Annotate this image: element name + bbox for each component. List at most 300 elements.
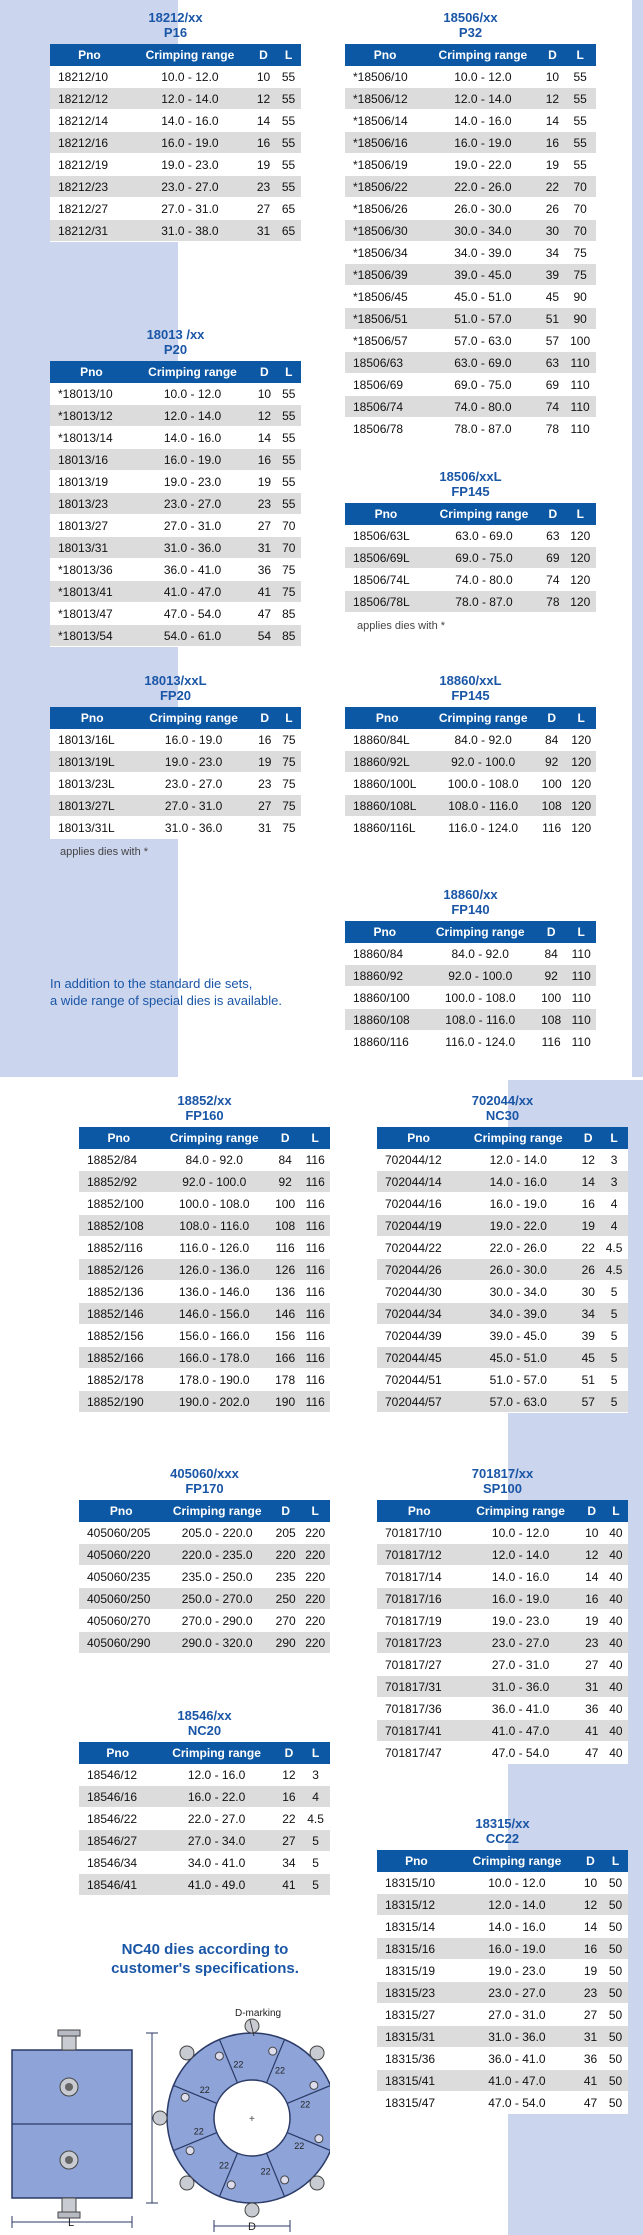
- cell-range: 51.0 - 57.0: [460, 1369, 576, 1391]
- cell-d: 22: [541, 176, 565, 198]
- cell-d: 100: [270, 1193, 301, 1215]
- table-caption: 405060/xxx FP170: [170, 1466, 239, 1496]
- cell-pno: 18013/16: [50, 449, 133, 471]
- cell-d: 84: [536, 943, 567, 965]
- cell-range: 27.0 - 31.0: [135, 795, 253, 817]
- cell-d: 45: [541, 286, 565, 308]
- column-header: L: [603, 1850, 628, 1872]
- cell-l: 50: [603, 1894, 628, 1916]
- column-header: L: [600, 1127, 628, 1149]
- cell-range: 92.0 - 100.0: [159, 1171, 270, 1193]
- applies-note: applies dies with *: [357, 620, 446, 632]
- die-diagram: [0, 2000, 330, 2235]
- cell-l: 116: [300, 1215, 330, 1237]
- cell-l: 75: [564, 242, 596, 264]
- table-row: [50, 559, 301, 581]
- cell-d: 16: [252, 449, 276, 471]
- table-row: [377, 1259, 628, 1281]
- cell-range: 16.0 - 19.0: [133, 449, 252, 471]
- table-row: [345, 132, 596, 154]
- cell-range: 14.0 - 16.0: [456, 1916, 578, 1938]
- cell-d: 19: [576, 1215, 600, 1237]
- cell-range: 19.0 - 23.0: [135, 751, 253, 773]
- cell-l: 4: [600, 1193, 628, 1215]
- cell-d: 12: [580, 1544, 604, 1566]
- cell-pno: 18212/27: [50, 198, 129, 220]
- cell-d: 23: [252, 493, 276, 515]
- column-header: Crimping range: [135, 707, 253, 729]
- cell-l: 40: [604, 1610, 628, 1632]
- cell-d: 19: [578, 1960, 603, 1982]
- cell-l: 55: [564, 88, 596, 110]
- cell-range: 12.0 - 14.0: [129, 88, 251, 110]
- cell-l: 116: [300, 1347, 330, 1369]
- table-block-18506: [345, 10, 596, 440]
- cell-d: 78: [541, 418, 565, 440]
- table-row: [50, 603, 301, 625]
- table-caption: 18860/xxL FP145: [439, 673, 502, 703]
- table-row: [377, 1566, 628, 1588]
- cell-pno: 701817/10: [377, 1522, 462, 1544]
- column-header: Pno: [50, 707, 135, 729]
- cell-l: 120: [566, 817, 596, 839]
- cell-d: 19: [252, 471, 276, 493]
- cell-pno: 18315/31: [377, 2026, 456, 2048]
- cell-l: 75: [277, 817, 301, 839]
- table-caption: 18506/xx P32: [443, 10, 498, 40]
- cell-range: 12.0 - 14.0: [460, 1149, 576, 1171]
- cell-pno: 18315/47: [377, 2092, 456, 2114]
- table-row: [79, 1610, 330, 1632]
- cell-l: 55: [277, 427, 301, 449]
- cell-pno: 18013/23: [50, 493, 133, 515]
- cell-range: 36.0 - 41.0: [133, 559, 252, 581]
- cell-d: 27: [578, 2004, 603, 2026]
- cell-pno: 18013/19L: [50, 751, 135, 773]
- cell-d: 23: [251, 176, 276, 198]
- column-header: D: [251, 44, 276, 66]
- cell-range: 19.0 - 22.0: [425, 154, 540, 176]
- cell-range: 16.0 - 19.0: [460, 1193, 576, 1215]
- cell-pno: 702044/26: [377, 1259, 460, 1281]
- column-header: D: [253, 707, 277, 729]
- die-table: [79, 1127, 330, 1413]
- cell-l: 110: [564, 352, 596, 374]
- cell-pno: 18212/14: [50, 110, 129, 132]
- cell-l: 120: [565, 591, 596, 613]
- table-row: [345, 242, 596, 264]
- cell-pno: 405060/290: [79, 1632, 163, 1654]
- cell-l: 40: [604, 1698, 628, 1720]
- table-caption: 18506/xxL FP145: [439, 469, 502, 499]
- table-row: [50, 383, 301, 405]
- cell-range: 146.0 - 156.0: [159, 1303, 270, 1325]
- table-row: [50, 493, 301, 515]
- cell-l: 55: [564, 154, 596, 176]
- table-row: [377, 2070, 628, 2092]
- cell-d: 47: [580, 1742, 604, 1764]
- cell-d: 69: [541, 374, 565, 396]
- cell-pno: 18546/27: [79, 1830, 156, 1852]
- table-row: [345, 88, 596, 110]
- die-table: [345, 707, 596, 839]
- column-header: L: [604, 1500, 628, 1522]
- cell-d: 27: [277, 1830, 302, 1852]
- cell-d: 22: [576, 1237, 600, 1259]
- column-header: Pno: [50, 44, 129, 66]
- cell-l: 220: [300, 1544, 330, 1566]
- cell-l: 220: [300, 1610, 330, 1632]
- table-row: [345, 943, 596, 965]
- cell-pno: 18852/146: [79, 1303, 159, 1325]
- cell-range: 10.0 - 12.0: [462, 1522, 580, 1544]
- center-mark: +: [249, 2114, 255, 2125]
- cell-range: 69.0 - 75.0: [425, 374, 540, 396]
- cell-range: 27.0 - 31.0: [462, 1654, 580, 1676]
- table-row: [377, 1237, 628, 1259]
- cell-d: 51: [541, 308, 565, 330]
- cell-range: 23.0 - 27.0: [135, 773, 253, 795]
- table-row: [50, 198, 301, 220]
- cell-d: 220: [271, 1544, 301, 1566]
- column-header: Crimping range: [133, 361, 252, 383]
- cell-l: 5: [600, 1281, 628, 1303]
- cell-l: 110: [566, 943, 596, 965]
- cell-pno: 18860/116L: [345, 817, 429, 839]
- nc40-note: [70, 1940, 340, 1978]
- cell-d: 108: [270, 1215, 301, 1237]
- cell-l: 120: [566, 795, 596, 817]
- cell-pno: *18506/14: [345, 110, 425, 132]
- table-row: [79, 1237, 330, 1259]
- table-caption: 18546/xx NC20: [177, 1708, 232, 1738]
- cell-l: 110: [566, 987, 596, 1009]
- die-table: [377, 1500, 628, 1764]
- cell-range: 16.0 - 22.0: [156, 1786, 276, 1808]
- cell-d: 14: [252, 427, 276, 449]
- cell-d: 34: [541, 242, 565, 264]
- segment-number: 22: [193, 2126, 204, 2137]
- cell-range: 14.0 - 16.0: [460, 1171, 576, 1193]
- cell-range: 74.0 - 80.0: [425, 396, 540, 418]
- cell-pno: *18506/39: [345, 264, 425, 286]
- cell-l: 116: [300, 1149, 330, 1171]
- cell-range: 14.0 - 16.0: [425, 110, 540, 132]
- cell-l: 50: [603, 2048, 628, 2070]
- table-row: [377, 1916, 628, 1938]
- column-header: D: [578, 1850, 603, 1872]
- cell-pno: 18506/63L: [345, 525, 427, 547]
- table-caption: 18212/xx P16: [148, 10, 203, 40]
- cell-range: 19.0 - 22.0: [460, 1215, 576, 1237]
- table-row: [50, 405, 301, 427]
- cell-pno: 18852/116: [79, 1237, 159, 1259]
- cell-l: 55: [277, 449, 301, 471]
- cell-pno: 405060/205: [79, 1522, 163, 1544]
- cell-l: 75: [277, 795, 301, 817]
- column-header: D: [536, 921, 567, 943]
- cell-d: 92: [537, 751, 567, 773]
- cell-range: 31.0 - 36.0: [456, 2026, 578, 2048]
- cell-l: 5: [600, 1347, 628, 1369]
- table-row: [50, 581, 301, 603]
- table-row: [345, 154, 596, 176]
- cell-range: 126.0 - 136.0: [159, 1259, 270, 1281]
- column-header: D: [277, 1742, 302, 1764]
- cell-l: 5: [301, 1830, 330, 1852]
- cell-pno: 18315/23: [377, 1982, 456, 2004]
- cell-l: 50: [603, 1960, 628, 1982]
- cell-l: 40: [604, 1566, 628, 1588]
- segment-number: 22: [294, 2141, 305, 2152]
- cell-range: 116.0 - 124.0: [425, 1031, 536, 1053]
- cell-range: 30.0 - 34.0: [460, 1281, 576, 1303]
- special-dies-info: [50, 975, 330, 1009]
- cell-pno: 18860/92: [345, 965, 425, 987]
- table-block-18860: [345, 887, 596, 1053]
- cell-pno: 18013/31L: [50, 817, 135, 839]
- cell-range: 116.0 - 126.0: [159, 1237, 270, 1259]
- cell-d: 27: [251, 198, 276, 220]
- column-header: Pno: [377, 1127, 460, 1149]
- cell-l: 40: [604, 1654, 628, 1676]
- table-row: [79, 1830, 330, 1852]
- cell-d: 270: [271, 1610, 301, 1632]
- cell-d: 12: [252, 405, 276, 427]
- table-row: [50, 751, 301, 773]
- cell-d: 92: [536, 965, 567, 987]
- cell-pno: 701817/16: [377, 1588, 462, 1610]
- cell-pno: 701817/41: [377, 1720, 462, 1742]
- column-header: Crimping range: [425, 921, 536, 943]
- cell-l: 116: [300, 1303, 330, 1325]
- table-block-18013: [50, 327, 301, 647]
- table-row: [50, 132, 301, 154]
- cell-d: 166: [270, 1347, 301, 1369]
- table-row: [345, 220, 596, 242]
- cell-l: 116: [300, 1325, 330, 1347]
- cell-d: 10: [251, 66, 276, 88]
- cell-pno: 18506/74: [345, 396, 425, 418]
- cell-range: 36.0 - 41.0: [456, 2048, 578, 2070]
- cell-pno: 702044/14: [377, 1171, 460, 1193]
- cell-pno: 18506/69L: [345, 547, 427, 569]
- cell-range: 27.0 - 31.0: [129, 198, 251, 220]
- side-bolt-icon: [58, 2030, 80, 2050]
- cell-d: 14: [251, 110, 276, 132]
- table-row: [50, 427, 301, 449]
- column-header: D: [252, 361, 276, 383]
- cell-d: 47: [578, 2092, 603, 2114]
- table-row: [377, 1610, 628, 1632]
- table-row: [377, 1720, 628, 1742]
- die-table: [377, 1850, 628, 2114]
- die-table: [50, 44, 301, 242]
- table-row: [345, 987, 596, 1009]
- cell-l: 70: [564, 198, 596, 220]
- table-row: [345, 591, 596, 613]
- cell-pno: 702044/34: [377, 1303, 460, 1325]
- cell-pno: 18852/178: [79, 1369, 159, 1391]
- cell-range: 23.0 - 27.0: [129, 176, 251, 198]
- table-row: [79, 1281, 330, 1303]
- cell-d: 41: [277, 1874, 302, 1896]
- cell-l: 116: [300, 1281, 330, 1303]
- table-row: [377, 1369, 628, 1391]
- table-row: [50, 449, 301, 471]
- table-block-18315: [377, 1816, 628, 2114]
- cell-range: 22.0 - 26.0: [425, 176, 540, 198]
- column-header: Crimping range: [427, 503, 541, 525]
- cell-l: 75: [277, 773, 301, 795]
- cell-d: 205: [271, 1522, 301, 1544]
- die-table: [50, 707, 301, 839]
- cell-range: 108.0 - 116.0: [425, 1009, 536, 1031]
- cell-d: 19: [253, 751, 277, 773]
- cell-d: 34: [576, 1303, 600, 1325]
- table-row: [50, 66, 301, 88]
- cell-range: 166.0 - 178.0: [159, 1347, 270, 1369]
- cell-l: 116: [300, 1369, 330, 1391]
- table-row: [377, 1960, 628, 1982]
- table-row: [50, 88, 301, 110]
- cell-pno: 18860/100: [345, 987, 425, 1009]
- cell-l: 55: [276, 110, 301, 132]
- cell-l: 90: [564, 286, 596, 308]
- table-row: [79, 1193, 330, 1215]
- cell-pno: 18852/92: [79, 1171, 159, 1193]
- cell-pno: 701817/47: [377, 1742, 462, 1764]
- column-header: Pno: [345, 44, 425, 66]
- cell-range: 16.0 - 19.0: [425, 132, 540, 154]
- cell-l: 75: [277, 581, 301, 603]
- cell-d: 250: [271, 1588, 301, 1610]
- cell-d: 92: [270, 1171, 301, 1193]
- table-row: [50, 537, 301, 559]
- cell-pno: *18506/57: [345, 330, 425, 352]
- cell-l: 75: [564, 264, 596, 286]
- cell-l: 40: [604, 1522, 628, 1544]
- cell-d: 74: [541, 396, 565, 418]
- table-row: [50, 729, 301, 751]
- table-row: [79, 1874, 330, 1896]
- column-header: D: [271, 1500, 301, 1522]
- cell-l: 4.5: [301, 1808, 330, 1830]
- cell-d: 136: [270, 1281, 301, 1303]
- cell-range: 78.0 - 87.0: [425, 418, 540, 440]
- column-header: L: [564, 44, 596, 66]
- table-row: [345, 751, 596, 773]
- cell-d: 31: [252, 537, 276, 559]
- cell-range: 250.0 - 270.0: [163, 1588, 270, 1610]
- cell-l: 70: [277, 537, 301, 559]
- label-D: D: [248, 2221, 256, 2233]
- table-row: [79, 1786, 330, 1808]
- cell-d: 41: [578, 2070, 603, 2092]
- cell-range: 84.0 - 92.0: [425, 943, 536, 965]
- cell-pno: 18013/27L: [50, 795, 135, 817]
- column-header: Pno: [377, 1850, 456, 1872]
- cell-range: 47.0 - 54.0: [456, 2092, 578, 2114]
- cell-d: 84: [537, 729, 567, 751]
- column-header: L: [566, 921, 596, 943]
- cell-range: 108.0 - 116.0: [159, 1215, 270, 1237]
- cell-pno: 18315/27: [377, 2004, 456, 2026]
- cell-l: 40: [604, 1632, 628, 1654]
- cell-pno: 702044/16: [377, 1193, 460, 1215]
- cell-l: 55: [564, 66, 596, 88]
- cell-range: 100.0 - 108.0: [429, 773, 536, 795]
- cell-range: 31.0 - 36.0: [133, 537, 252, 559]
- cell-l: 90: [564, 308, 596, 330]
- cell-pno: 18852/190: [79, 1391, 159, 1413]
- table-block-405060: [79, 1466, 330, 1654]
- table-row: [377, 2092, 628, 2114]
- cell-range: 26.0 - 30.0: [425, 198, 540, 220]
- table-caption: 702044/xx NC30: [471, 1093, 534, 1123]
- cell-d: 27: [252, 515, 276, 537]
- cell-l: 50: [603, 1938, 628, 1960]
- cell-pno: 702044/45: [377, 1347, 460, 1369]
- cell-pno: 18860/100L: [345, 773, 429, 795]
- cell-range: 41.0 - 49.0: [156, 1874, 276, 1896]
- cell-pno: 18315/19: [377, 1960, 456, 1982]
- table-row: [345, 525, 596, 547]
- cell-pno: 18212/12: [50, 88, 129, 110]
- cell-pno: 18852/136: [79, 1281, 159, 1303]
- cell-pno: *18506/34: [345, 242, 425, 264]
- cell-range: 74.0 - 80.0: [427, 569, 541, 591]
- cell-d: 39: [541, 264, 565, 286]
- table-row: [50, 515, 301, 537]
- segment-number: 22: [199, 2084, 210, 2095]
- table-caption: 18013/xxL FP20: [144, 673, 207, 703]
- cell-pno: *18013/54: [50, 625, 133, 647]
- cell-pno: 18212/19: [50, 154, 129, 176]
- cell-d: 54: [252, 625, 276, 647]
- info-line: In addition to the standard die sets,: [50, 976, 253, 991]
- cell-pno: 18546/16: [79, 1786, 156, 1808]
- column-header: L: [277, 361, 301, 383]
- column-header: Crimping range: [425, 44, 540, 66]
- cell-d: 14: [578, 1916, 603, 1938]
- table-block-18852: [79, 1093, 330, 1413]
- cell-l: 3: [600, 1149, 628, 1171]
- cell-pno: *18013/41: [50, 581, 133, 603]
- column-header: Pno: [377, 1500, 462, 1522]
- die-table: [50, 361, 301, 647]
- cell-pno: 18546/12: [79, 1764, 156, 1786]
- table-row: [79, 1588, 330, 1610]
- table-row: [345, 374, 596, 396]
- cell-d: 57: [541, 330, 565, 352]
- column-header: Crimping range: [460, 1127, 576, 1149]
- cell-pno: 18546/34: [79, 1852, 156, 1874]
- die-side-view: [12, 2030, 132, 2229]
- table-row: [377, 1544, 628, 1566]
- cell-range: 22.0 - 27.0: [156, 1808, 276, 1830]
- cell-l: 85: [277, 603, 301, 625]
- column-header: Crimping range: [462, 1500, 580, 1522]
- cell-range: 190.0 - 202.0: [159, 1391, 270, 1413]
- column-header: L: [276, 44, 301, 66]
- cell-d: 22: [277, 1808, 302, 1830]
- cell-range: 12.0 - 14.0: [456, 1894, 578, 1916]
- cell-d: 23: [580, 1632, 604, 1654]
- d-marking-label: D-marking: [235, 2008, 282, 2019]
- cell-pno: *18506/12: [345, 88, 425, 110]
- cell-range: 39.0 - 45.0: [460, 1325, 576, 1347]
